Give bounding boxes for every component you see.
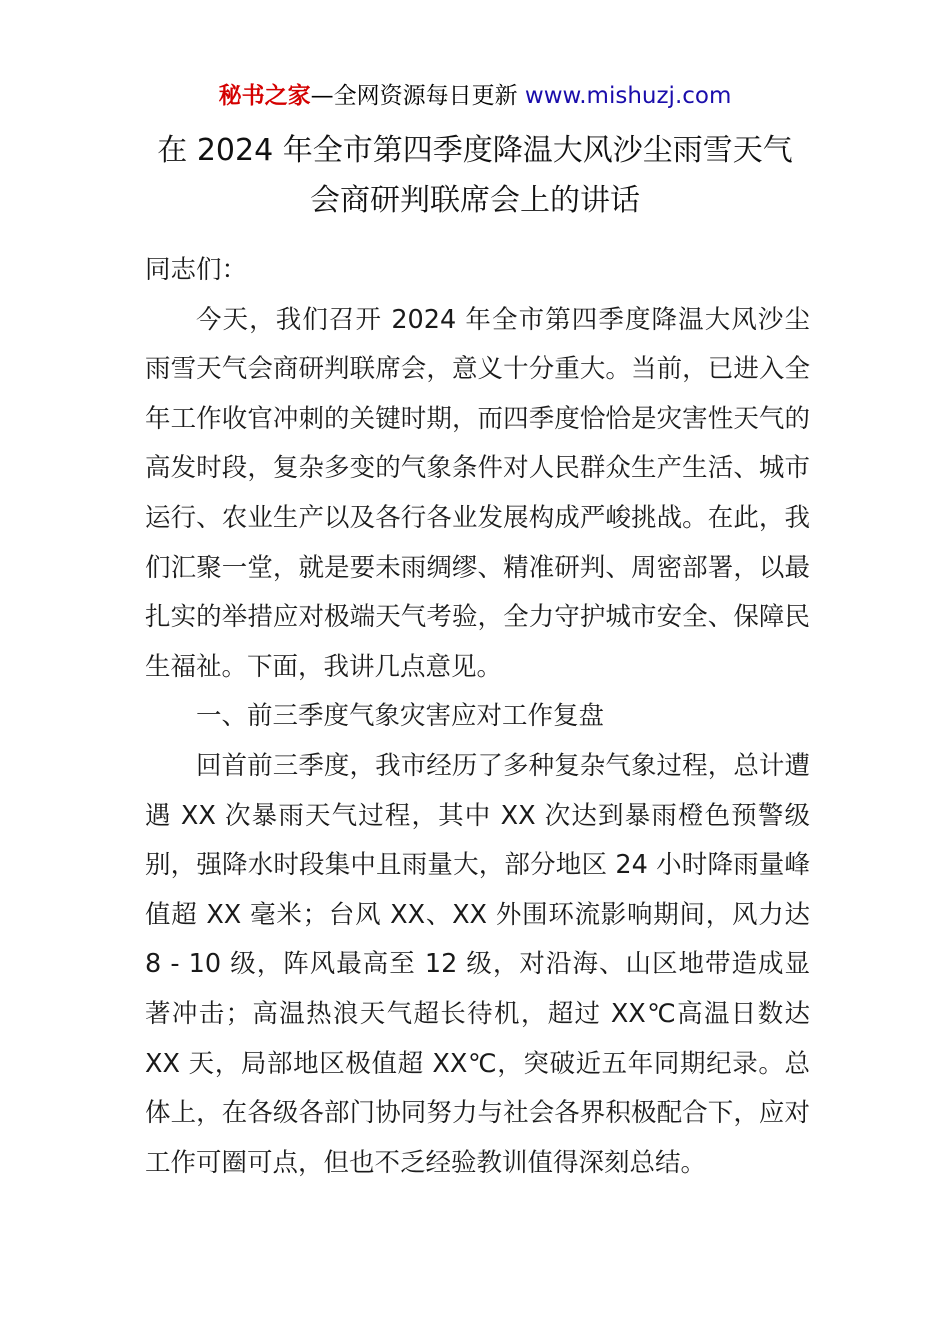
site-tagline: —全网资源每日更新 [310, 83, 525, 109]
title-line-1: 在 2024 年全市第四季度降温大风沙尘雨雪天气 [157, 133, 793, 168]
document-title [0, 126, 950, 226]
salutation: 同志们： [145, 255, 248, 285]
site-brand: 秘书之家 [218, 83, 311, 109]
site-url-link[interactable]: www.mishuzj.com [524, 83, 732, 109]
document-body [145, 246, 810, 1188]
site-header [0, 80, 950, 112]
paragraph-review: 回首前三季度，我市经历了多种复杂气象过程，总计遭遇 XX 次暴雨天气过程，其中 XX 次达到暴雨橙色预警级别，强降水时段集中且雨量大，部分地区 24 小时降雨量峰值超 XX 毫米；台风 XX、XX 外围环流影响期间，风力达 8 - 10 级，阵风最高至 12 级，对沿海、山区地带造成显著冲击；高温热浪天气超长待机，超过 XX℃高温日数达 XX 天，局部地区极值超 XX℃，突破近五年同期纪录。总体上，在各级各部门协同努力与社会各界积极配合下，应对工作可圈可点，但也不乏经验教训值得深刻总结。 [145, 750, 810, 1178]
title-line-2: 会商研判联席会上的讲话 [310, 183, 640, 218]
section-heading-1: 一、前三季度气象灾害应对工作复盘 [196, 701, 605, 732]
paragraph-intro: 今天，我们召开 2024 年全市第四季度降温大风沙尘雨雪天气会商研判联席会，意义十分重大。当前，已进入全年工作收官冲刺的关键时期，而四季度恰恰是灾害性天气的高发时段，复杂多变的气象条件对人民群众生产生活、城市运行、农业生产以及各行各业发展构成严峻挑战。在此，我们汇聚一堂，就是要未雨绸缪、精准研判、周密部署，以最扎实的举措应对极端天气考验，全力守护城市安全、保障民生福祉。下面，我讲几点意见。 [145, 304, 810, 682]
